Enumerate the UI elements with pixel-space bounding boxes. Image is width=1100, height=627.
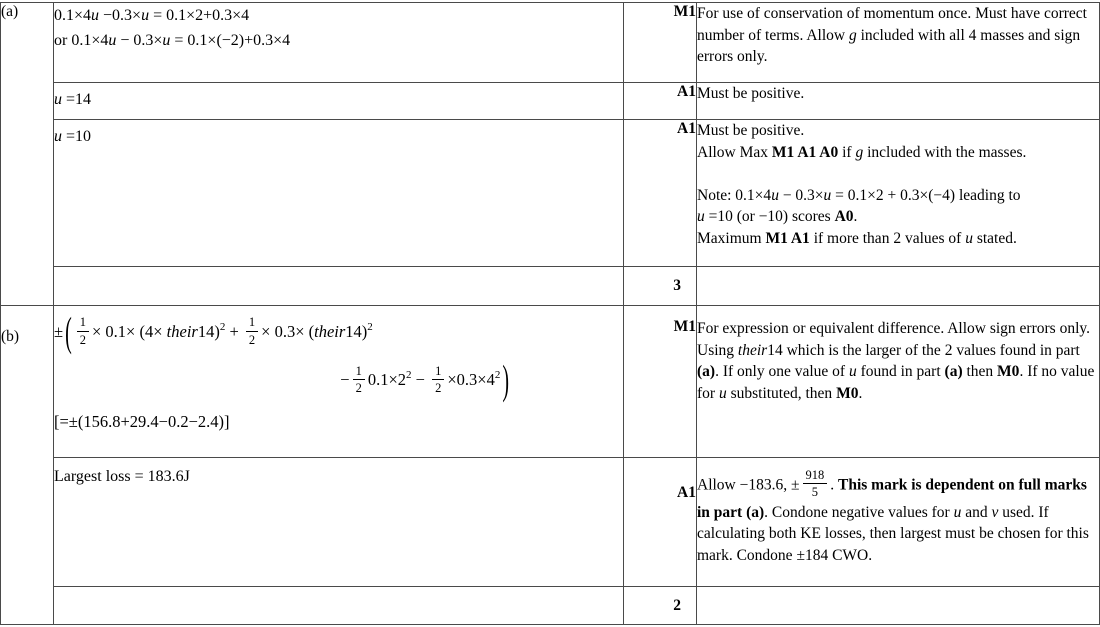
- table-row: [1, 267, 1100, 306]
- comment-line: [697, 163, 1099, 185]
- working-cell-a-empty: [54, 267, 624, 306]
- mark-cell-a-a1-first: A1: [624, 83, 697, 120]
- part-b-total-marks: 2: [624, 587, 697, 625]
- mark-cell-b-m1: M1: [624, 306, 697, 458]
- part-a-label: (a): [1, 3, 19, 20]
- comment-cell-b-a1: Allow −183.6, ± $\frac{918}{5}$ . This mark is dependent on full marks in part (a). Condone negative values for u and v used. If calculating both KE losses, then largest must be chosen for this mark. Condone ±184 CWO.: [697, 458, 1100, 587]
- comment-line: u =10 (or −10) scores A0.: [697, 208, 858, 225]
- superscript: 2: [219, 321, 226, 333]
- table-row: [1, 587, 1100, 625]
- mark-cell-a-a1-second: A1: [624, 120, 697, 267]
- energy-expression-line3: [=±(156.8+29.4−0.2−2.4)]: [54, 412, 230, 432]
- table-row: [1, 120, 1100, 267]
- comment-line: Note: 0.1×4u − 0.3×u = 0.1×2 + 0.3×(−4) leading to: [697, 186, 1021, 204]
- momentum-equation-line2: or 0.1×4u − 0.3×u = 0.1×(−2)+0.3×4: [54, 32, 291, 49]
- comment-line: Allow Max M1 A1 A0 if g included with the masses.: [697, 143, 1027, 161]
- fraction: $\frac{918}{5}$: [803, 468, 828, 500]
- working-cell-b-empty: [54, 587, 624, 625]
- largest-loss-answer: Largest loss = 183.6J: [54, 468, 190, 485]
- comment-cell-a-a1-second: [697, 120, 1100, 267]
- comment-cell-a-m1: For use of conservation of momentum once. Must have correct number of terms. Allow g included with all 4 masses and sign errors only.: [697, 3, 1100, 83]
- comment-cell-b-empty: [697, 587, 1100, 625]
- part-b-label: (b): [1, 328, 20, 345]
- working-cell-b-expression: [54, 306, 624, 458]
- part-a-total-marks: 3: [624, 267, 697, 306]
- working-cell-a-equation: [54, 3, 624, 83]
- table-row: [1, 306, 1100, 458]
- working-cell-u14: u =14: [54, 83, 624, 120]
- comment-line: Maximum M1 A1 if more than 2 values of u stated.: [697, 229, 1017, 247]
- superscript: 2: [406, 369, 412, 382]
- table-row: [1, 3, 1100, 83]
- momentum-equation-line1: 0.1×4u −0.3×u = 0.1×2+0.3×4: [54, 7, 250, 24]
- fraction: $\frac{1}{2}$: [77, 315, 89, 347]
- working-cell-u10: u =10: [54, 120, 624, 267]
- superscript: 2: [494, 369, 501, 382]
- comment-cell-b-m1: For expression or equivalent difference. Allow sign errors only. Using their14 which is the larger of the 2 values found in part (a). If only one value of u found in part (a) then M0. If no value for u substituted, then M0.: [697, 306, 1100, 458]
- table-row: [1, 458, 1100, 587]
- energy-expression-line2: − $\frac{1}{2}$ $0.1\times 2^2$ − $\frac{1}{2}$ $\times 0.3\times 4^2$ ): [54, 354, 623, 402]
- fraction: $\frac{1}{2}$: [432, 364, 444, 396]
- table-row: [1, 83, 1100, 120]
- fraction: $\frac{1}{2}$: [353, 364, 365, 396]
- mark-cell-a-m1: M1: [624, 3, 697, 83]
- mark-scheme-table: [0, 2, 1100, 625]
- energy-expression-line1: ± ( $\frac{1}{2}$ × 0.1× (4× their14)$^2$ + $\frac{1}{2}$ × 0.3× (their14)$^2$: [54, 306, 623, 354]
- big-paren: (: [65, 310, 72, 356]
- comment-cell-a-a1-first: Must be positive.: [697, 83, 1100, 120]
- part-a-label-cell: [1, 3, 54, 306]
- superscript: 2: [367, 321, 373, 333]
- working-cell-b-answer: [54, 458, 624, 587]
- comment-line: Must be positive.: [697, 122, 805, 139]
- big-paren: ): [502, 358, 509, 404]
- mark-cell-b-a1: A1: [624, 458, 697, 587]
- comment-cell-a-empty: [697, 267, 1100, 306]
- fraction: $\frac{1}{2}$: [246, 315, 258, 347]
- part-b-label-cell: [1, 306, 54, 625]
